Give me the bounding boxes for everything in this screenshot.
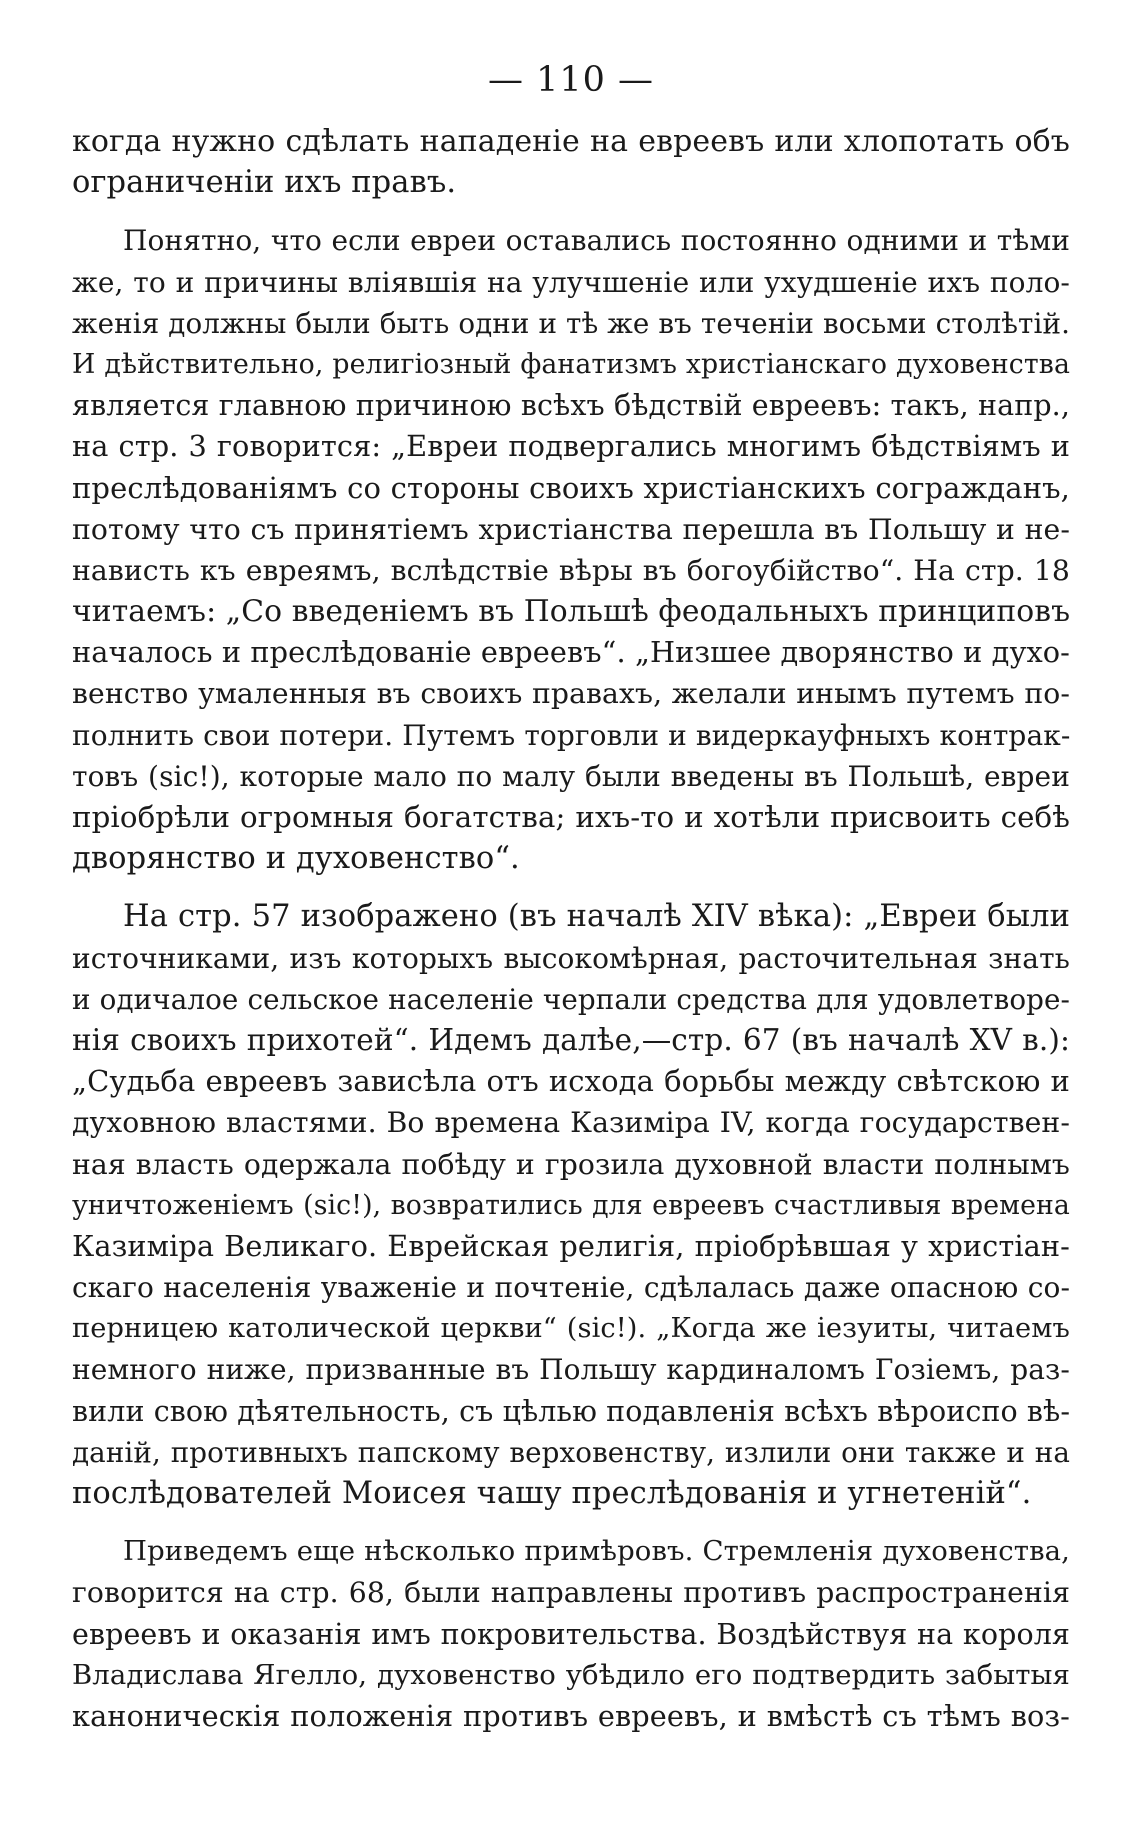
text-line: уничтоженіемъ (sic!), возвратились для евреевъ счастливыя времена: [72, 1189, 1070, 1221]
text-line: пріобрѣли огромныя богатства; ихъ-то и хотѣли присвоить себѣ: [72, 800, 1070, 834]
text-line: И дѣйствительно, религіозный фанатизмъ христіанскаго духовенства: [72, 348, 1070, 380]
paragraph: [72, 896, 1070, 1514]
text-line: преслѣдованіямъ со стороны своихъ христіанскихъ согражданъ,: [72, 470, 1070, 505]
text-line: началось и преслѣдованіе евреевъ“. „Низшее дворянство и духо-: [72, 635, 1070, 670]
paragraph: [72, 1531, 1070, 1737]
text-line: духовною властями. Во времена Казиміра IV, когда государствен-: [72, 1106, 1070, 1140]
text-line: потому что съ принятіемъ христіанства перешла въ Польшу и не-: [72, 512, 1070, 546]
page-text: [72, 121, 1070, 1737]
text-line: Приведемъ еще нѣсколько примѣровъ. Стремленія духовенства,: [123, 1535, 1070, 1568]
paragraph: [72, 220, 1070, 879]
text-line: Казиміра Великаго. Еврейская религія, пріобрѣвшая у христіан-: [72, 1228, 1070, 1263]
text-line: товъ (sic!), которые мало по малу были введены въ Польшѣ, евреи: [72, 759, 1070, 793]
text-line: говорится на стр. 68, были направлены противъ распространенія: [72, 1576, 1070, 1610]
text-line: является главною причиною всѣхъ бѣдствій евреевъ: такъ, напр.,: [72, 389, 1070, 423]
page-number: — 110 —: [487, 60, 655, 100]
text-line: Владислава Ягелло, духовенство убѣдило его подтвердить забытыя: [72, 1658, 1070, 1691]
text-line: полнить свои потери. Путемъ торговли и видеркауфныхъ контрак-: [72, 718, 1071, 752]
text-line: даній, противныхъ папскому верховенству, излили они также и на: [72, 1435, 1070, 1469]
text-line: женія должны были быть одни и тѣ же въ теченіи восьми столѣтій.: [72, 306, 1070, 340]
text-line: вили свою дѣятельность, съ цѣлью подавленія всѣхъ вѣроиспо вѣ-: [72, 1394, 1071, 1428]
text-line: евреевъ и оказанія имъ покровительства. Воздѣйствуя на короля: [72, 1617, 1070, 1651]
text-line: на стр. 3 говорится: „Евреи подвергались многимъ бѣдствіямъ и: [72, 429, 1070, 464]
text-line: читаемъ: „Со введеніемъ въ Польшѣ феодальныхъ принциповъ: [72, 594, 1071, 630]
text-line: „Судьба евреевъ зависѣла отъ исхода борьбы между свѣтскою и: [72, 1064, 1070, 1099]
text-line: венство умаленныя въ своихъ правахъ, желали инымъ путемъ по-: [72, 677, 1070, 711]
text-line: немного ниже, призванные въ Польшу кардиналомъ Гозіемъ, раз-: [72, 1353, 1070, 1387]
text-line: скаго населенія уваженіе и почтеніе, сдѣлалась даже опасною со-: [72, 1271, 1070, 1305]
text-line: ограниченіи ихъ правъ.: [72, 165, 457, 201]
text-line: Понятно, что если евреи оставались постоянно одними и тѣми: [123, 224, 1070, 258]
paragraph: [72, 121, 1070, 203]
text-line: когда нужно сдѣлать нападеніе на евреевъ или хлопотать объ: [72, 124, 1070, 159]
text-line: дворянство и духовенство“.: [72, 841, 520, 877]
text-line: нія своихъ прихотей“. Идемъ далѣе,—стр. 67 (въ началѣ XV в.):: [72, 1022, 1070, 1057]
text-line: и одичалое сельское населеніе черпали средства для удовлетворе-: [72, 982, 1070, 1016]
text-line: ная власть одержала побѣду и грозила духовной власти полнымъ: [72, 1147, 1070, 1181]
text-line: На стр. 57 изображено (въ началѣ XIV вѣка): „Евреи были: [123, 899, 1070, 935]
text-line: каноническія положенія противъ евреевъ, и вмѣстѣ съ тѣмъ воз-: [72, 1698, 1070, 1733]
text-line: же, то и причины вліявшія на улучшеніе или ухудшеніе ихъ поло-: [72, 265, 1070, 299]
text-line: нависть къ евреямъ, вслѣдствіе вѣры въ богоубійство“. На стр. 18: [72, 553, 1070, 587]
text-line: перницею католической церкви“ (sic!). „Когда же іезуиты, читаемъ: [72, 1313, 1070, 1345]
text-line: послѣдователей Моисея чашу преслѣдованія и угнетеній“.: [72, 1476, 1032, 1511]
text-line: источниками, изъ которыхъ высокомѣрная, расточительная знать: [72, 941, 1070, 975]
